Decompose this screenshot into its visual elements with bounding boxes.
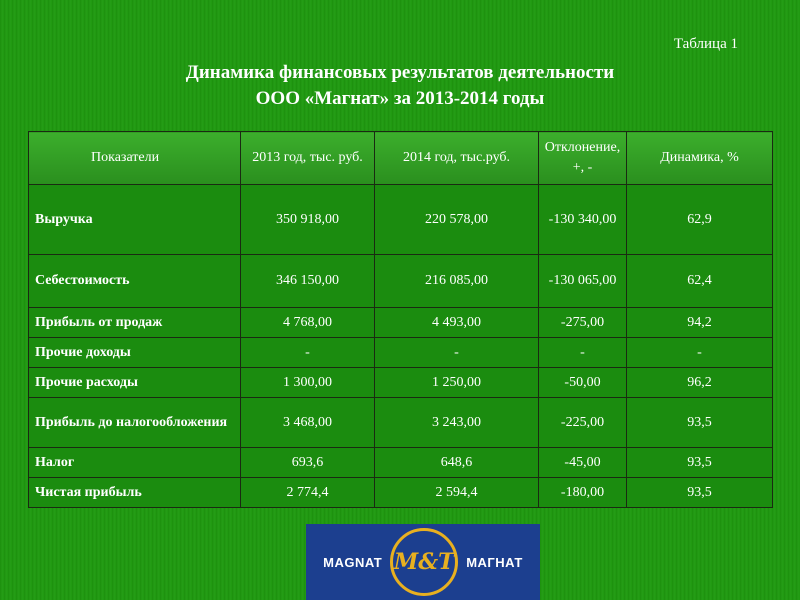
row-label: Себестоимость xyxy=(29,255,241,308)
cell-dynamics: - xyxy=(627,338,773,368)
cell-deviation: -45,00 xyxy=(539,448,627,478)
cell-2013: 693,6 xyxy=(241,448,375,478)
page-title xyxy=(0,60,800,112)
cell-2013: 2 774,4 xyxy=(241,478,375,508)
cell-2014: 216 085,00 xyxy=(375,255,539,308)
title-line-2: ООО «Магнат» за 2013-2014 годы xyxy=(255,88,545,109)
cell-dynamics: 62,4 xyxy=(627,255,773,308)
table-row xyxy=(29,255,773,308)
cell-dynamics: 93,5 xyxy=(627,398,773,448)
cell-2013: 1 300,00 xyxy=(241,368,375,398)
cell-deviation: -130 340,00 xyxy=(539,185,627,255)
cell-2013: - xyxy=(241,338,375,368)
table-row xyxy=(29,448,773,478)
cell-2013: 346 150,00 xyxy=(241,255,375,308)
cell-deviation: -50,00 xyxy=(539,368,627,398)
table-row xyxy=(29,185,773,255)
cell-deviation: -180,00 xyxy=(539,478,627,508)
title-line-1: Динамика финансовых результатов деятельности xyxy=(185,62,615,83)
table-row xyxy=(29,478,773,508)
cell-2014: 220 578,00 xyxy=(375,185,539,255)
cell-2013: 350 918,00 xyxy=(241,185,375,255)
cell-2013: 4 768,00 xyxy=(241,308,375,338)
cell-2014: 4 493,00 xyxy=(375,308,539,338)
cell-2014: 1 250,00 xyxy=(375,368,539,398)
row-label: Прочие расходы xyxy=(29,368,241,398)
cell-deviation: -275,00 xyxy=(539,308,627,338)
cell-dynamics: 62,9 xyxy=(627,185,773,255)
table-caption: Таблица 1 xyxy=(673,36,738,52)
table-row xyxy=(29,368,773,398)
row-label: Прочие доходы xyxy=(29,338,241,368)
cell-dynamics: 96,2 xyxy=(627,368,773,398)
header-deviation: Отклонение, +, - xyxy=(539,132,627,185)
cell-2014: 648,6 xyxy=(375,448,539,478)
row-label: Налог xyxy=(29,448,241,478)
header-2013: 2013 год, тыс. руб. xyxy=(241,132,375,185)
logo-emblem: M&T xyxy=(390,528,458,596)
cell-dynamics: 93,5 xyxy=(627,478,773,508)
row-label: Выручка xyxy=(29,185,241,255)
row-label: Прибыль от продаж xyxy=(29,308,241,338)
logo-word-latin: MAGNAT xyxy=(323,554,383,570)
cell-2014: - xyxy=(375,338,539,368)
header-dynamics: Динамика, % xyxy=(627,132,773,185)
table-row xyxy=(29,338,773,368)
cell-2014: 2 594,4 xyxy=(375,478,539,508)
cell-dynamics: 93,5 xyxy=(627,448,773,478)
cell-dynamics: 94,2 xyxy=(627,308,773,338)
header-indicators: Показатели xyxy=(29,132,241,185)
table-row xyxy=(29,398,773,448)
cell-2013: 3 468,00 xyxy=(241,398,375,448)
table-header-row xyxy=(29,132,773,185)
row-label: Прибыль до налогообложения xyxy=(29,398,241,448)
company-logo xyxy=(306,524,540,600)
row-label: Чистая прибыль xyxy=(29,478,241,508)
cell-2014: 3 243,00 xyxy=(375,398,539,448)
logo-word-cyrillic: МАГНАТ xyxy=(466,554,523,570)
cell-deviation: - xyxy=(539,338,627,368)
cell-deviation: -130 065,00 xyxy=(539,255,627,308)
header-2014: 2014 год, тыс.руб. xyxy=(375,132,539,185)
financial-results-table xyxy=(28,131,773,508)
cell-deviation: -225,00 xyxy=(539,398,627,448)
table-row xyxy=(29,308,773,338)
